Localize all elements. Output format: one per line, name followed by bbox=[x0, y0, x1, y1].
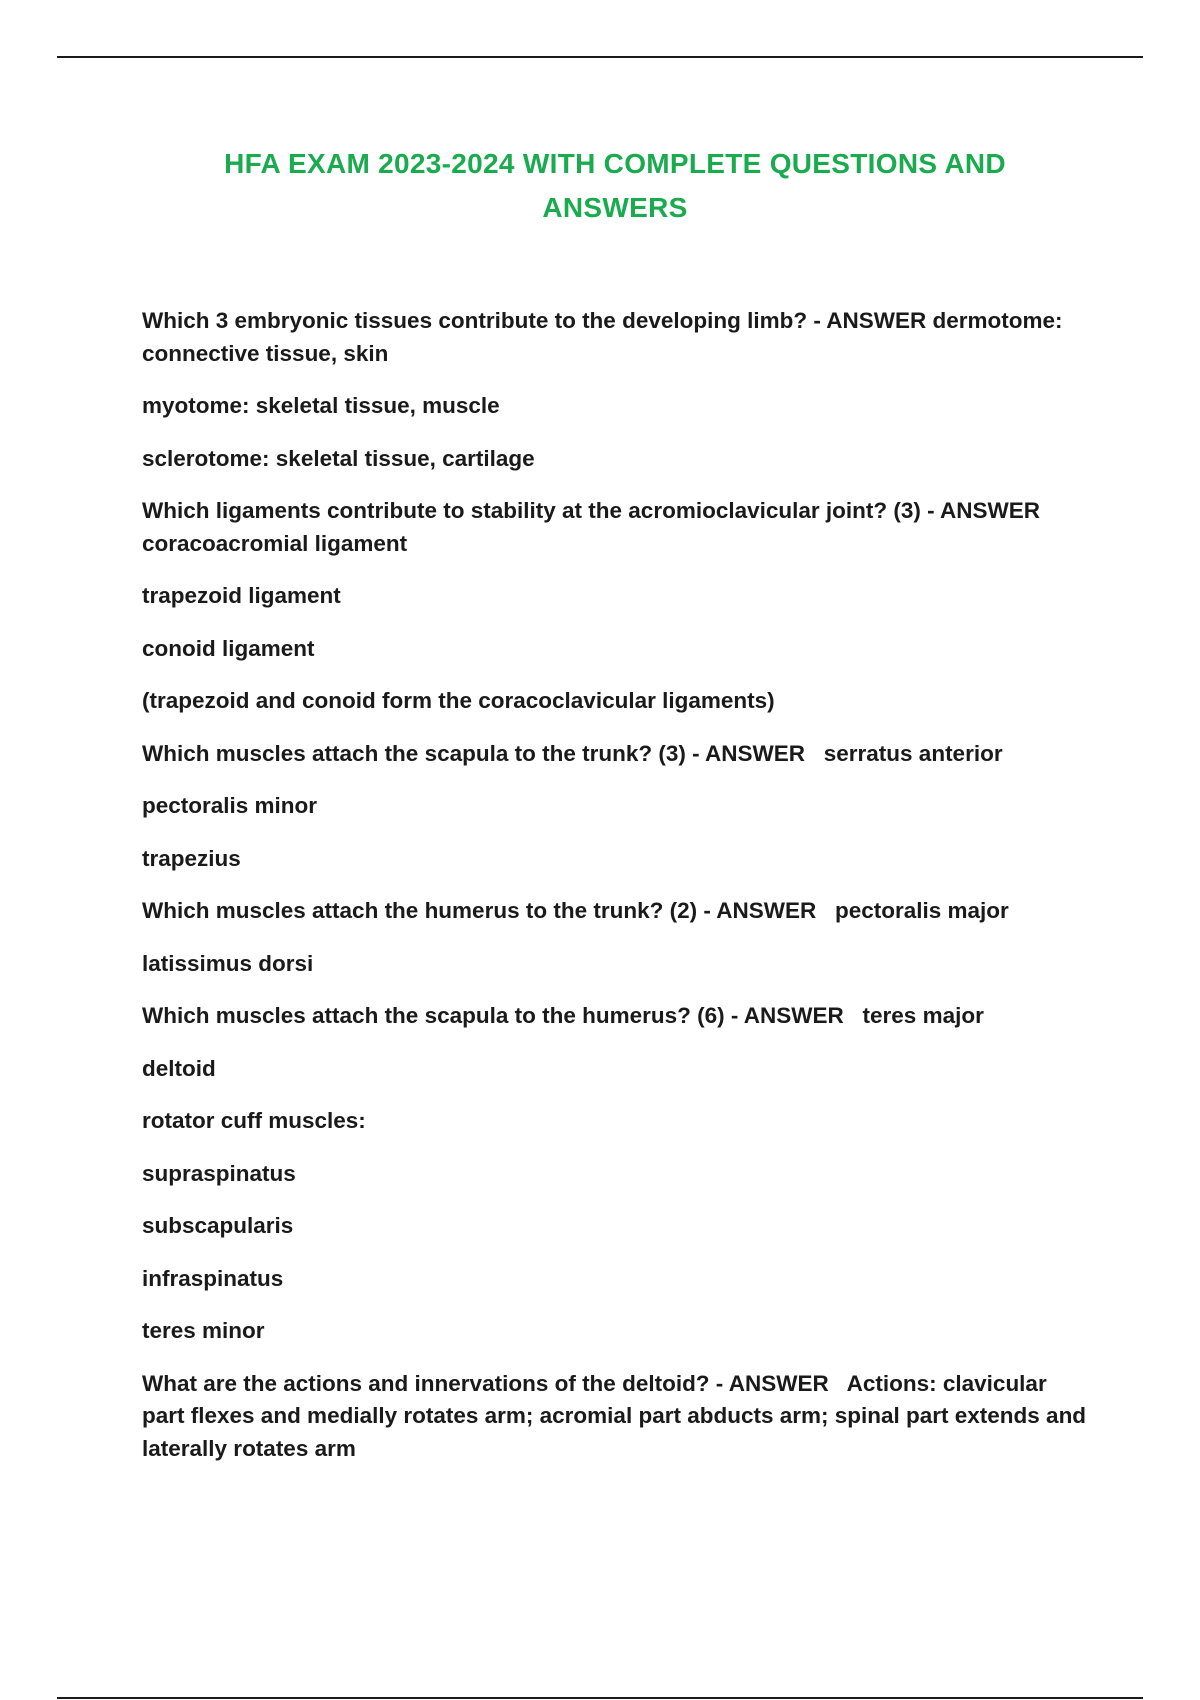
qa-paragraph-20: What are the actions and innervations of the deltoid? - ANSWER Actions: clavicular part flexes and medially rotates arm; acromial part abducts arm; spinal part extends and laterally rotates arm bbox=[142, 1370, 1093, 1461]
header-rule bbox=[57, 56, 1143, 58]
qa-paragraph-2: myotome: skeletal tissue, muscle bbox=[142, 393, 500, 418]
qa-paragraph-14: deltoid bbox=[142, 1055, 216, 1081]
qa-paragraph-7: (trapezoid and conoid form the coracoclavicular ligaments) bbox=[142, 688, 775, 713]
qa-paragraph-6: conoid ligament bbox=[142, 635, 315, 661]
qa-paragraph-13: Which muscles attach the scapula to the humerus? (6) - ANSWER teres major bbox=[142, 1003, 984, 1028]
qa-body bbox=[142, 305, 1093, 1485]
qa-paragraph-19: teres minor bbox=[142, 1318, 265, 1343]
qa-paragraph-17: subscapularis bbox=[142, 1213, 294, 1238]
qa-paragraph-10: trapezius bbox=[142, 845, 241, 871]
qa-paragraph-3: sclerotome: skeletal tissue, cartilage bbox=[142, 445, 535, 471]
qa-paragraph-1: Which 3 embryonic tissues contribute to the developing limb? - ANSWER dermotome: connective tissue, skin bbox=[142, 308, 1069, 366]
qa-paragraph-12: latissimus dorsi bbox=[142, 950, 314, 976]
qa-paragraph-11: Which muscles attach the humerus to the trunk? (2) - ANSWER pectoralis major bbox=[142, 898, 1009, 923]
qa-paragraph-8: Which muscles attach the scapula to the trunk? (3) - ANSWER serratus anterior bbox=[142, 740, 1003, 766]
qa-paragraph-5: trapezoid ligament bbox=[142, 583, 341, 608]
qa-paragraph-9: pectoralis minor bbox=[142, 793, 318, 818]
qa-paragraph-18: infraspinatus bbox=[142, 1265, 284, 1291]
qa-paragraph-4: Which ligaments contribute to stability at the acromioclavicular joint? (3) - ANSWER coracoacromial ligament bbox=[142, 498, 1059, 556]
qa-paragraph-15: rotator cuff muscles: bbox=[142, 1108, 366, 1133]
qa-paragraph-16: supraspinatus bbox=[142, 1160, 296, 1186]
footer-rule bbox=[57, 1697, 1143, 1699]
document-title: HFA EXAM 2023-2024 WITH COMPLETE QUESTIONS AND ANSWERS bbox=[224, 148, 1006, 223]
